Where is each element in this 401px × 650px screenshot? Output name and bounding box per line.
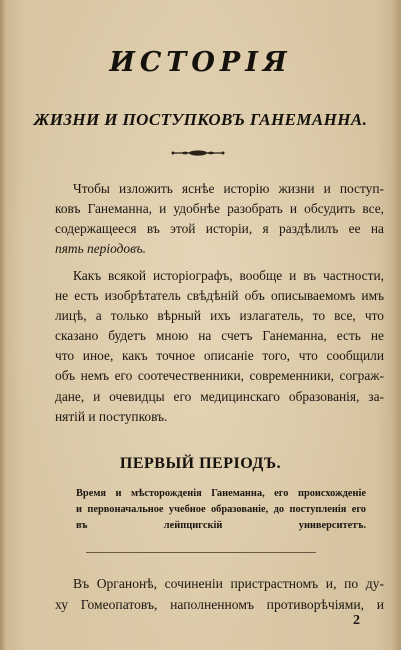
summary-line: и первоначальное учебное образованіе, до поступленія его (76, 504, 366, 515)
page-edge-left (0, 0, 6, 650)
text-line: объ немъ его соотечественники, современники, сограж- (55, 368, 384, 384)
text-line: ковъ Ганеманна, и удобнѣе разобрать и обсудить все, (55, 201, 384, 217)
paragraph-intro (55, 179, 384, 259)
chapter-subtitle: ЖИЗНИ И ПОСТУПКОВЪ ГАНЕМАННА. (33, 110, 368, 129)
page-edge-right (393, 0, 401, 650)
text-line-italic: пять періодовъ. (55, 241, 147, 257)
text-line: Какъ всякой исторіографъ, вообще и въ частности, (73, 268, 384, 283)
text-line: что иное, какъ точное описаніе того, что сообщили (55, 348, 384, 364)
text-line: ху Гомеопатовъ, наполненномъ противорѣчіями, и (55, 597, 384, 612)
summary-line: Время и мѣсторожденія Ганеманна, его происхожденіе (76, 488, 366, 499)
section-summary (76, 486, 366, 534)
text-line: сказано будетъ мною на счетъ Ганеманна, есть не (55, 328, 384, 344)
text-line: Чтобы изложить яснѣе исторію жизни и поступ- (73, 181, 384, 196)
page-number: 2 (353, 613, 360, 628)
ornament-divider-icon (170, 148, 226, 158)
summary-line: въ лейпцигскій университетъ. (76, 520, 366, 531)
text-line: Въ Органонѣ, сочиненіи пристрастномъ и, по ду- (73, 576, 384, 591)
paragraph-historiographer (55, 266, 384, 427)
chapter-title: ИСТОРІЯ (109, 47, 292, 78)
text-line: лицѣ, а только вѣрный ихъ излагатель, то все, что (55, 308, 384, 324)
text-line: дане, и очевидцы его медицинскаго образованія, за- (55, 388, 384, 404)
section-heading: ПЕРВЫЙ ПЕРІОДЪ. (119, 455, 282, 472)
text-line: содержащееся въ этой исторіи, я раздѣлилъ ее на (55, 221, 384, 237)
section-divider (86, 552, 316, 553)
paragraph-organon (55, 573, 384, 615)
text-line: не есть изобрѣтатель свѣдѣній объ описываемомъ имъ (55, 288, 384, 304)
text-line: нятій и поступковъ. (55, 408, 168, 424)
